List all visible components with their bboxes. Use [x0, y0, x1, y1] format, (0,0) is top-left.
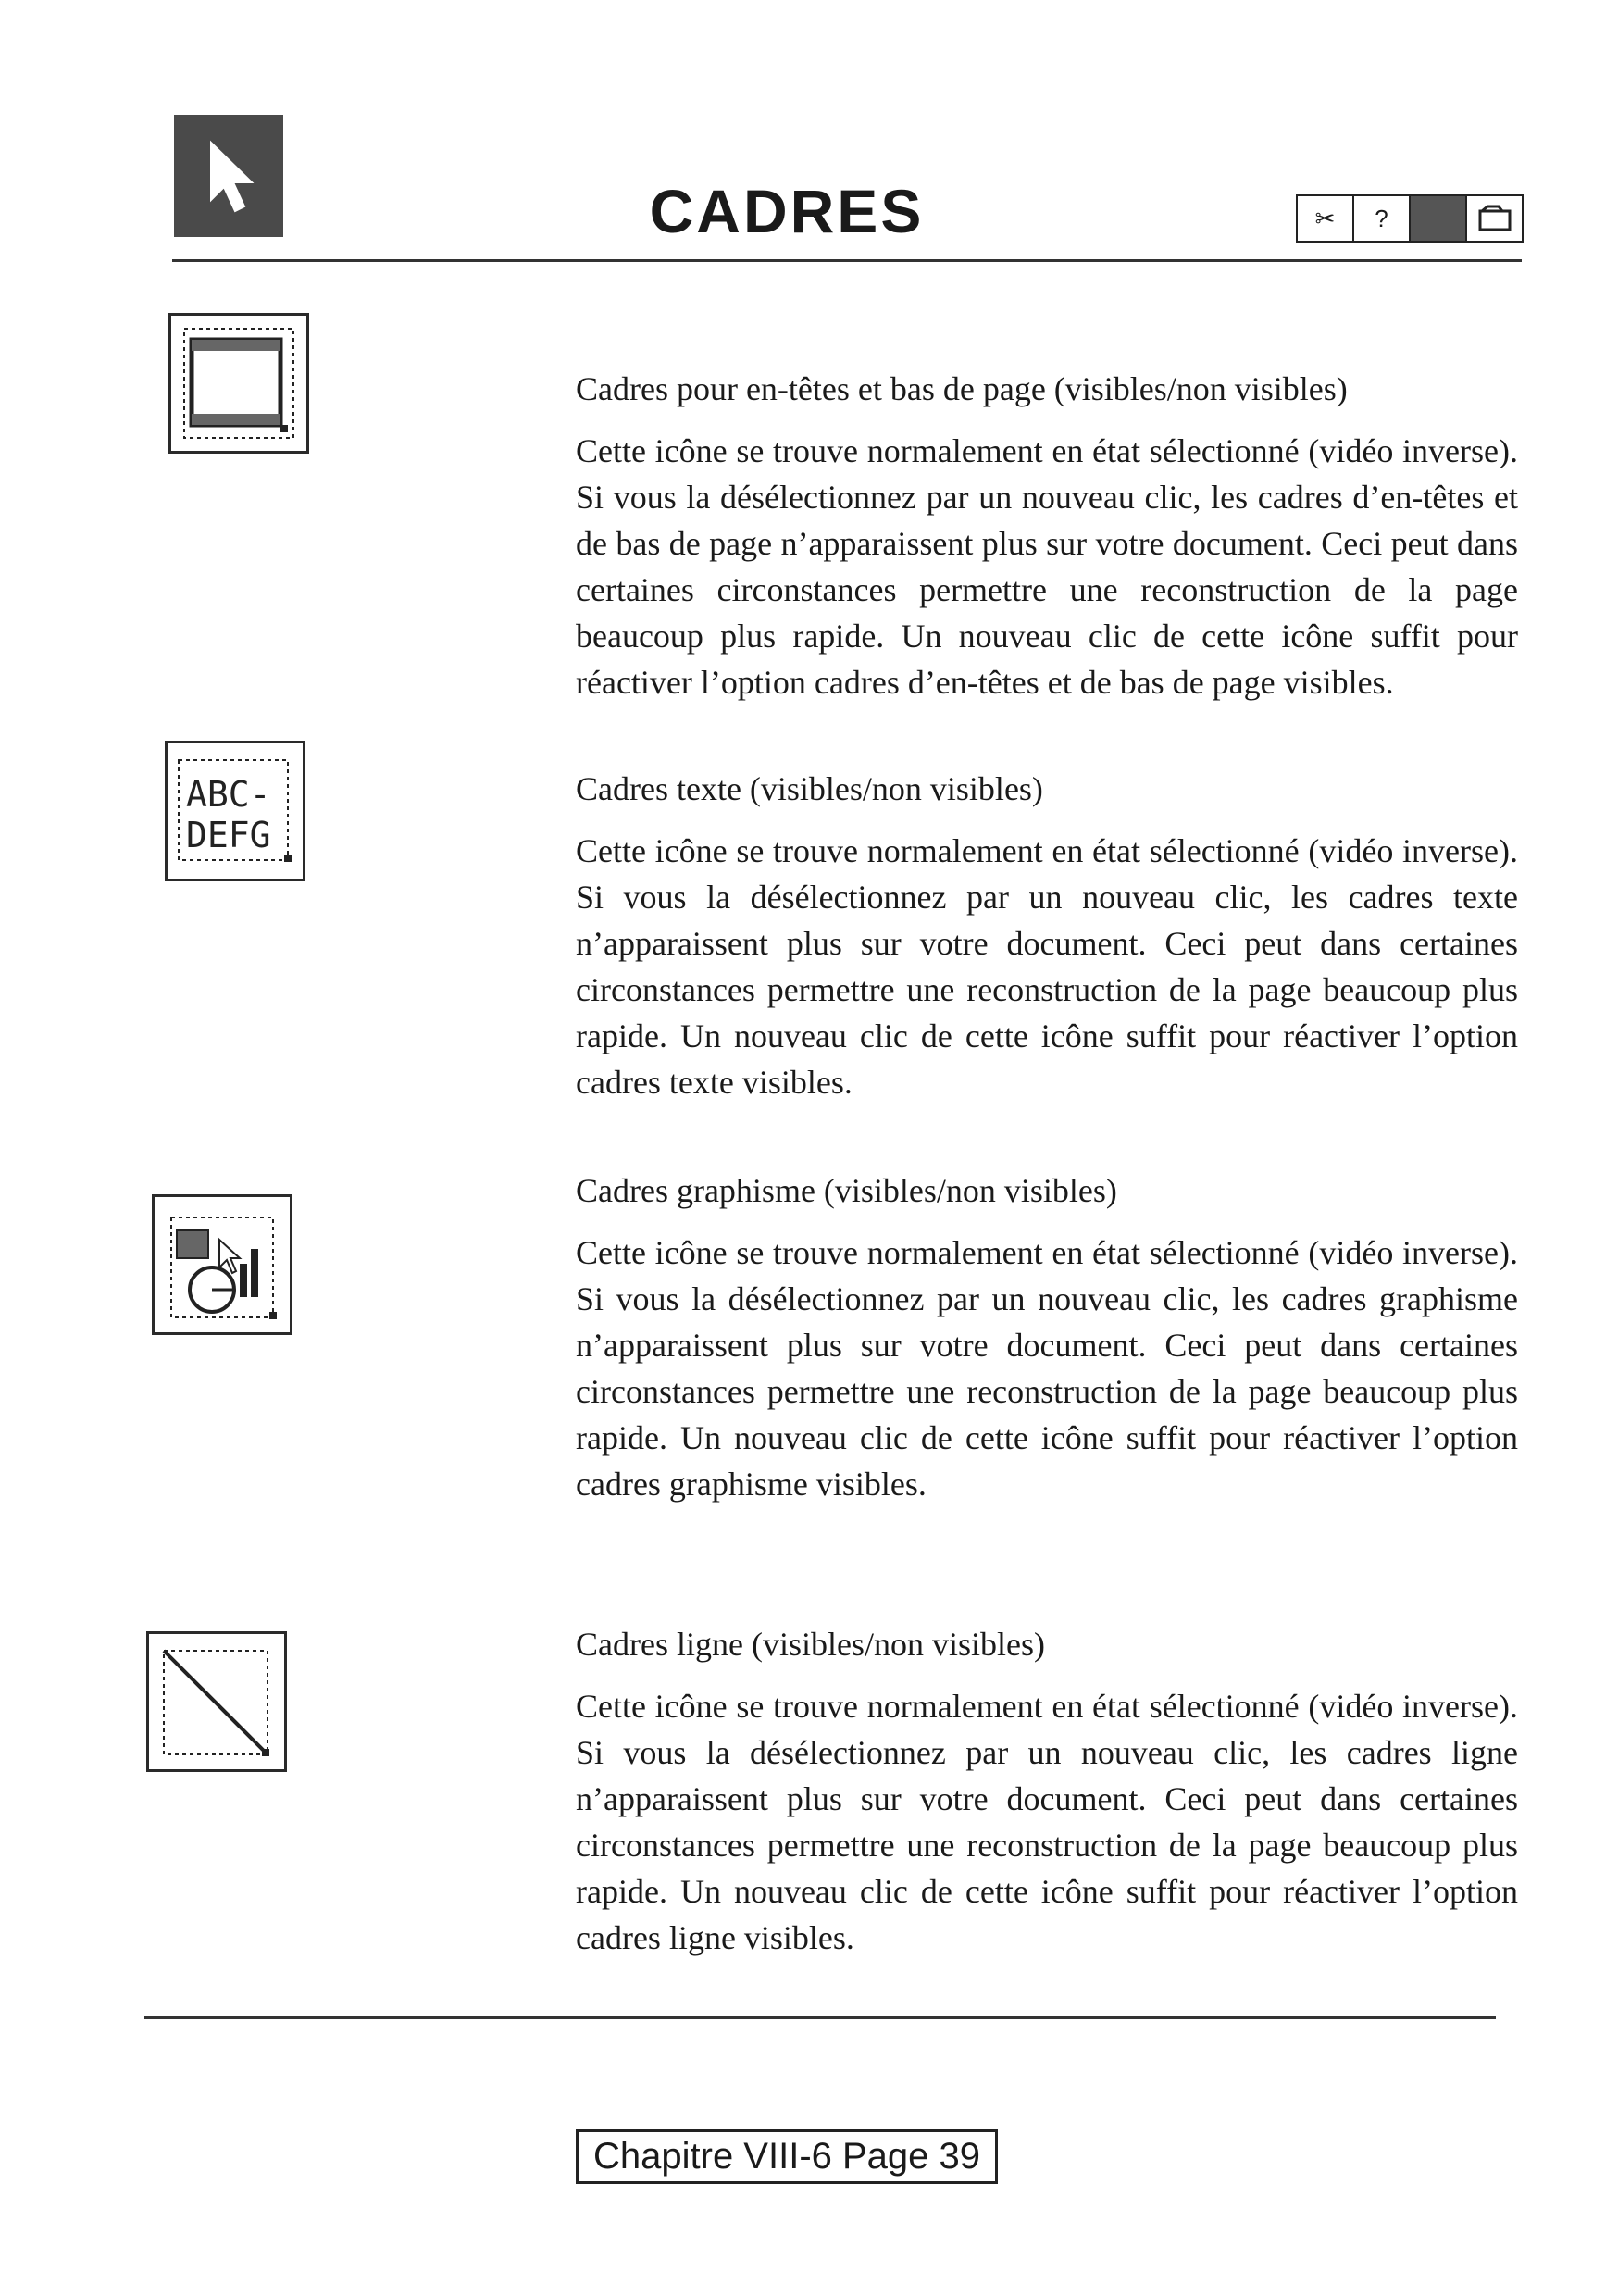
header-footer-frame-icon[interactable] — [168, 313, 309, 454]
section-title: Cadres texte (visibles/non visibles) — [576, 770, 1043, 807]
graphic-frame-icon[interactable] — [152, 1194, 292, 1335]
icon-text-line-1: ABC- — [186, 774, 271, 815]
section-text-frames — [576, 767, 1518, 1105]
icon-text-line-2: DEFG — [186, 815, 271, 855]
header-divider — [172, 259, 1522, 262]
help-icon[interactable]: ? — [1354, 196, 1411, 241]
section-title: Cadres ligne (visibles/non visibles) — [576, 1626, 1045, 1663]
section-header-footer-frames — [576, 367, 1518, 705]
section-title: Cadres pour en-têtes et bas de page (visibles/non visibles) — [576, 370, 1348, 407]
section-line-frames — [576, 1622, 1518, 1961]
section-body: Cette icône se trouve normalement en état sélectionné (vidéo inverse). Si vous la désélectionnez par un nouveau clic, les cadres graphisme n’apparaissent plus sur votre document. Ceci peut dans certaines circonstances permettre une reconstruction de la page beaucoup plus rapide. Un nouveau clic de cette icône suffit pour réactiver l’option cadres graphisme visibles. — [576, 1234, 1518, 1503]
scissors-icon[interactable]: ✂ — [1298, 196, 1354, 241]
folder-icon[interactable] — [1467, 196, 1522, 241]
section-body: Cette icône se trouve normalement en état sélectionné (vidéo inverse). Si vous la désélectionnez par un nouveau clic, les cadres texte n’apparaissent plus sur votre document. Ceci peut dans certaines circonstances permettre une reconstruction de la page beaucoup plus rapide. Un nouveau clic de cette icône suffit pour réactiver l’option cadres texte visibles. — [576, 832, 1518, 1101]
section-body: Cette icône se trouve normalement en état sélectionné (vidéo inverse). Si vous la désélectionnez par un nouveau clic, les cadres ligne n’apparaissent plus sur votre document. Ceci peut dans certaines circonstances permettre une reconstruction de la page beaucoup plus rapide. Un nouveau clic de cette icône suffit pour réactiver l’option cadres ligne visibles. — [576, 1688, 1518, 1956]
line-frame-icon[interactable] — [146, 1631, 287, 1772]
section-graphic-frames — [576, 1168, 1518, 1507]
page-title: CADRES — [649, 177, 925, 245]
section-body: Cette icône se trouve normalement en état sélectionné (vidéo inverse). Si vous la désélectionnez par un nouveau clic, les cadres d’en-têtes et de bas de page n’apparaissent plus sur votre document. Ceci peut dans certaines circonstances permettre une reconstruction de la page beaucoup plus rapide. Un nouveau clic de cette icône suffit pour réactiver l’option cadres d’en-têtes et de bas de page visibles. — [576, 432, 1518, 701]
text-frame-icon[interactable] — [165, 741, 305, 881]
page-number-label: Chapitre VIII-6 Page 39 — [576, 2129, 998, 2184]
icon-toolbar — [1296, 194, 1524, 243]
pointer-tool-icon — [174, 115, 283, 237]
footer-divider — [144, 2016, 1496, 2019]
section-title: Cadres graphisme (visibles/non visibles) — [576, 1172, 1117, 1209]
filled-block-icon[interactable] — [1411, 196, 1467, 241]
